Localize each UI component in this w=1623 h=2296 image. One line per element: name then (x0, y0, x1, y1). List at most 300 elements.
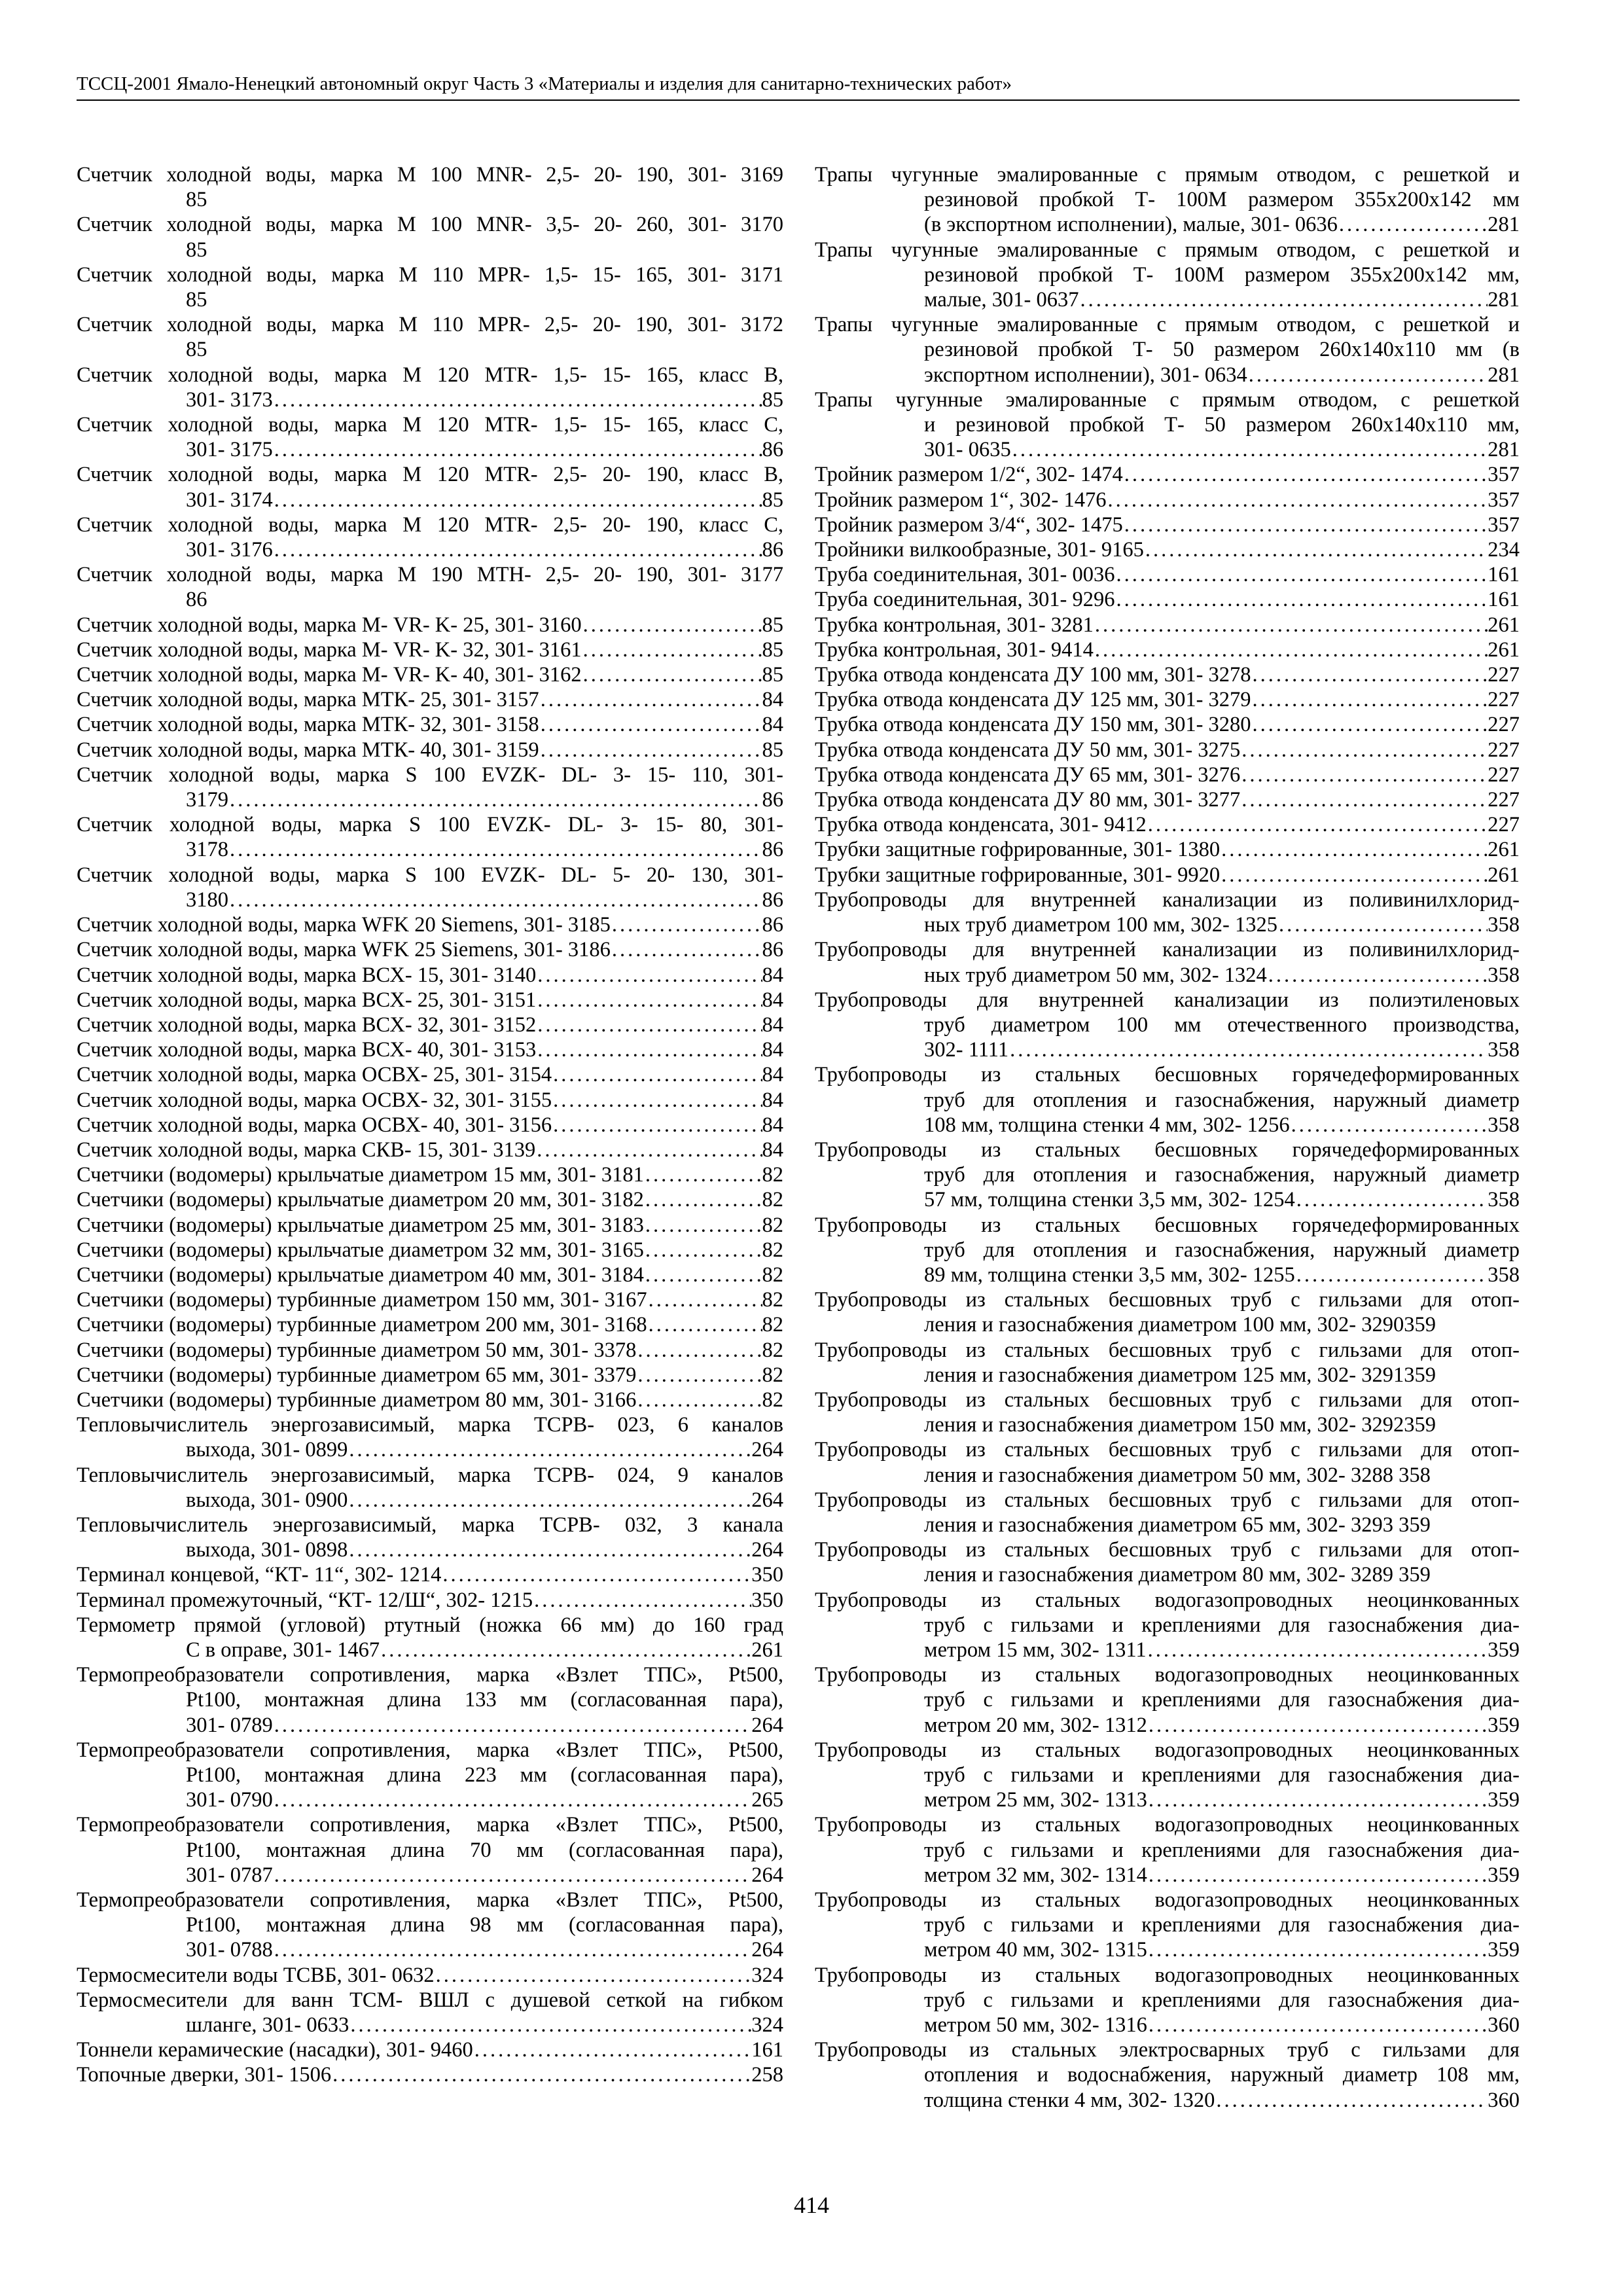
index-entry-text-line: 302- 1111 (924, 1038, 1009, 1062)
index-entry-page: 86 (186, 588, 207, 612)
dot-leader (1106, 488, 1488, 512)
index-entry (77, 262, 783, 312)
index-entry (77, 1388, 783, 1412)
index-entry-page: 359 (1488, 1938, 1520, 1962)
dot-leader (348, 1537, 751, 1562)
index-entry (77, 1162, 783, 1187)
index-entry-text-line: Термометр прямой (угловой) ртутный (ножка 66 мм) до 160 град (77, 1613, 783, 1637)
index-entry-page: 86 (762, 888, 783, 912)
index-entry (77, 1187, 783, 1212)
dot-leader (582, 613, 762, 637)
index-entry-text-line: выхода, 301- 0898 (186, 1538, 348, 1562)
index-entry-text-line: Счетчик холодной воды, марка МТК- 40, 301- 3159 (77, 738, 539, 762)
index-entry-text-line: Тройник размером 1/2“, 302- 1474 (815, 463, 1123, 487)
index-entry-text-line: Трапы чугунные эмалированные с прямым отводом, с решеткой и (815, 163, 1520, 187)
index-entry-text-line: труб диаметром 100 мм отечественного производства, (924, 1013, 1520, 1037)
index-entry-text-line: метром 15 мм, 302- 1311 (924, 1638, 1147, 1662)
index-entry-text-line: и резиновой пробкой Т- 50 размером 260x140x110 мм, (924, 413, 1520, 437)
index-entry-text-line: Счетчик холодной воды, марка WFK 20 Siemens, 301- 3185 (77, 913, 611, 937)
index-entry-page: 86 (762, 938, 783, 962)
index-entry (77, 1213, 783, 1238)
dot-leader (1011, 437, 1488, 462)
index-entry-page: 86 (762, 438, 783, 462)
index-entry-text-line: Тройник размером 1“, 302- 1476 (815, 488, 1107, 512)
index-entry-text-line: Счетчик холодной воды, марка ОСВХ- 40, 301- 3156 (77, 1113, 552, 1137)
index-entry-text-line: Терминал концевой, “КТ- 11“, 302- 1214 (77, 1563, 442, 1587)
dot-leader (1240, 787, 1488, 812)
dot-leader (636, 1338, 762, 1363)
index-entry-page: 86 (762, 788, 783, 812)
index-entry-text-line: ных труб диаметром 50 мм, 302- 1324 (924, 963, 1267, 987)
index-entry (77, 662, 783, 687)
index-entry-text-line: 301- 0787 (186, 1863, 273, 1887)
dot-leader (535, 1138, 762, 1162)
dot-leader (441, 1562, 751, 1587)
index-entry (77, 1738, 783, 1813)
index-entry-text-line: Трубопроводы из стальных водогазопроводных неоцинкованных (815, 1663, 1520, 1687)
index-entry-text-line: Трубопроводы для внутренней канализации из поливинилхлорид- (815, 938, 1520, 962)
index-entry (815, 837, 1520, 862)
index-entry-page: 84 (762, 1038, 783, 1062)
index-entry-page: 84 (762, 1013, 783, 1037)
index-entry (77, 1963, 783, 1988)
index-entry-page: 86 (762, 913, 783, 937)
dot-leader (1147, 1713, 1488, 1738)
index-entry-text-line: Счетчик холодной воды, марка М 120 MTR- 2,5- 20- 190, класс С, (77, 512, 783, 537)
index-entry-page: 281 (1488, 363, 1520, 387)
dot-leader (611, 912, 762, 937)
dot-leader (1251, 662, 1488, 687)
dot-leader (273, 537, 762, 562)
index-entry-page: 227 (1488, 788, 1520, 812)
index-entry (815, 613, 1520, 637)
index-entry-page: 265 (751, 1788, 783, 1812)
index-entry-page: 261 (1488, 838, 1520, 862)
index-entry-text-line: Тепловычислитель энергозависимый, марка ТСРВ- 024, 9 каналов (77, 1463, 783, 1487)
index-entry (77, 1588, 783, 1613)
index-entry (77, 1287, 783, 1312)
dot-leader (349, 2013, 751, 2037)
index-entry-text-line: Счетчики (водомеры) крыльчатые диаметром 20 мм, 301- 3182 (77, 1188, 644, 1212)
index-entry (77, 1812, 783, 1888)
index-entry-page: 258 (751, 2063, 783, 2087)
index-entry-text-line: Счетчик холодной воды, марка WFK 25 Siemens, 301- 3186 (77, 938, 611, 962)
index-entry-page: 227 (1488, 738, 1520, 762)
index-entry-text-line: Термопреобразователи сопротивления, марка «Взлет ТПС», Pt500, (77, 1813, 783, 1837)
index-entry-text-line: Счетчик холодной воды, марка ВСХ- 15, 301- 3140 (77, 963, 537, 987)
index-entry-page: 82 (762, 1288, 783, 1312)
index-entry-page: 84 (762, 688, 783, 712)
dot-leader (348, 1437, 751, 1462)
index-entry-text-line: Счетчик холодной воды, марка МТК- 25, 301- 3157 (77, 688, 539, 712)
index-entry-text-line: Трубопроводы из стальных бесшовных труб с гильзами для отоп- (815, 1438, 1520, 1462)
dot-leader (539, 738, 762, 762)
index-entry (77, 1338, 783, 1363)
dot-leader (644, 1238, 762, 1263)
index-entry-page: 350 (751, 1563, 783, 1587)
index-entry (815, 1437, 1520, 1487)
dot-leader (1251, 712, 1488, 737)
index-entry (815, 1488, 1520, 1537)
index-entry (815, 787, 1520, 812)
index-entry (815, 1338, 1520, 1388)
index-entry (77, 863, 783, 912)
index-entry-text-line: выхода, 301- 0899 (186, 1438, 348, 1462)
index-entry-text-line: Счетчики (водомеры) крыльчатые диаметром 25 мм, 301- 3183 (77, 1213, 644, 1237)
index-entry-text-line: труб с гильзами и креплениями для газоснабжения диа- (924, 1838, 1520, 1862)
dot-leader (228, 787, 762, 812)
index-entry-page: 358 (1488, 1038, 1520, 1062)
dot-leader (348, 1488, 751, 1513)
index-entry-page: 234 (1488, 538, 1520, 562)
dot-leader (1094, 637, 1488, 662)
index-entry (77, 562, 783, 612)
index-entry-text-line: ления и газоснабжения диаметром 80 мм, 302- 3289 359 (924, 1563, 1431, 1587)
dot-leader (552, 1113, 762, 1138)
dot-leader (273, 437, 762, 462)
index-entry-text-line: Счетчик холодной воды, марка ВСХ- 40, 301- 3153 (77, 1038, 537, 1062)
index-entry-text-line: труб с гильзами и креплениями для газоснабжения диа- (924, 1763, 1520, 1787)
index-entry-page: 358 (1488, 1188, 1520, 1212)
dot-leader (1215, 2088, 1488, 2113)
index-entry (77, 1062, 783, 1087)
dot-leader (647, 1312, 762, 1337)
index-entry-page: 84 (762, 963, 783, 987)
index-entry (815, 1738, 1520, 1813)
index-entry (77, 1513, 783, 1562)
index-entry-page: 82 (762, 1263, 783, 1287)
index-entry-page: 84 (762, 988, 783, 1012)
index-entry-text-line: малые, 301- 0637 (924, 288, 1079, 312)
index-entry-page: 261 (1488, 863, 1520, 887)
index-entry-text-line: толщина стенки 4 мм, 302- 1320 (924, 2088, 1215, 2112)
index-entry (815, 562, 1520, 587)
dot-leader (1115, 587, 1488, 612)
index-entry-text-line: Счетчик холодной воды, марка М 120 MTR- 1,5- 15- 165, класс В, (77, 363, 783, 387)
index-entry-page: 358 (1488, 963, 1520, 987)
index-entry-page: 84 (762, 713, 783, 737)
index-entry-text-line: Счетчик холодной воды, марка S 100 EVZK- DL- 5- 20- 130, 301- (77, 863, 783, 887)
index-entry-text-line: Счетчик холодной воды, марка М 110 MPR- 2,5- 20- 190, 301- 3172 (77, 313, 783, 337)
index-entry-text-line: метром 32 мм, 302- 1314 (924, 1863, 1147, 1887)
index-entry (77, 738, 783, 762)
dot-leader (582, 662, 762, 687)
index-entry-page: 82 (762, 1188, 783, 1212)
index-entry-text-line: Трубка отвода конденсата ДУ 50 мм, 301- 3275 (815, 738, 1241, 762)
index-entry (77, 162, 783, 212)
index-entry-page: 264 (751, 1938, 783, 1962)
index-entry-page: 84 (762, 1113, 783, 1137)
index-entry (815, 238, 1520, 313)
index-entry-text-line: шланге, 301- 0633 (186, 2013, 349, 2037)
index-entry-text-line: Счетчик холодной воды, марка S 100 EVZK- DL- 3- 15- 80, 301- (77, 813, 783, 837)
index-entry (815, 738, 1520, 762)
dot-leader (536, 1013, 762, 1037)
index-entry-page: 358 (1488, 913, 1520, 937)
index-entry-text-line: Трапы чугунные эмалированные с прямым отводом, с решеткой и (815, 313, 1520, 337)
index-entry (815, 1287, 1520, 1337)
index-entry-text-line: Трубопроводы из стальных водогазопроводных неоцинкованных (815, 1588, 1520, 1612)
index-entry-text-line: метром 25 мм, 302- 1313 (924, 1788, 1147, 1812)
index-entry (815, 537, 1520, 562)
dot-leader (1267, 963, 1488, 988)
index-entry-text-line: С в оправе, 301- 1467 (186, 1638, 380, 1662)
dot-leader (273, 488, 762, 512)
index-entry-page: 358 (1488, 1113, 1520, 1137)
dot-leader (536, 988, 762, 1013)
dot-leader (582, 637, 762, 662)
index-entry (77, 1363, 783, 1388)
index-entry-text-line: ления и газоснабжения диаметром 125 мм, 302- 3291359 (924, 1363, 1436, 1387)
index-entry-text-line: Тройник размером 3/4“, 302- 1475 (815, 512, 1123, 537)
index-entry-page: 84 (762, 1063, 783, 1087)
index-entry-text-line: Труба соединительная, 301- 9296 (815, 588, 1115, 612)
index-entry-text-line: ления и газоснабжения диаметром 65 мм, 302- 3293 359 (924, 1513, 1431, 1537)
index-entry-page: 359 (1488, 1713, 1520, 1737)
index-entry-page: 82 (762, 1213, 783, 1237)
index-entry (815, 1588, 1520, 1663)
index-entry (77, 1138, 783, 1162)
index-entry-page: 85 (762, 387, 783, 412)
index-entry-page: 227 (1488, 813, 1520, 837)
index-entry-text-line: Счетчик холодной воды, марка СКВ- 15, 301- 3139 (77, 1138, 536, 1162)
index-entry (77, 1312, 783, 1337)
dot-leader (552, 1088, 762, 1113)
index-entry-text-line: Pt100, монтажная длина 223 мм (согласованная пара), (186, 1763, 783, 1787)
index-entry (815, 637, 1520, 662)
index-entry (815, 387, 1520, 463)
index-entry (815, 863, 1520, 888)
index-entry (815, 1662, 1520, 1738)
index-entry (815, 1138, 1520, 1213)
index-entry-text-line: 301- 0788 (186, 1938, 273, 1962)
running-header: ТССЦ-2001 Ямало-Ненецкий автономный округ Часть 3 «Материалы и изделия для санитарно-технических работ» (77, 71, 1520, 101)
index-entry (815, 2037, 1520, 2113)
index-entry (815, 512, 1520, 537)
index-entry-text-line: Трубопроводы из стальных бесшовных труб с гильзами для отоп- (815, 1388, 1520, 1412)
index-entry-text-line: Труба соединительная, 301- 0036 (815, 563, 1115, 587)
index-entry-page: 85 (762, 637, 783, 662)
index-entry (77, 988, 783, 1013)
index-entry-page: 358 (1488, 1263, 1520, 1287)
index-entry-page: 264 (751, 1488, 783, 1512)
index-entry (77, 812, 783, 862)
dot-leader (539, 712, 762, 737)
dot-leader (228, 888, 762, 912)
index-entry (77, 1013, 783, 1037)
dot-leader (1123, 512, 1488, 537)
index-entry-page: 85 (762, 613, 783, 637)
index-entry-text-line: Счетчик холодной воды, марка ОСВХ- 25, 301- 3154 (77, 1063, 552, 1087)
index-entry-text-line: 301- 0789 (186, 1713, 273, 1737)
index-entry (815, 1213, 1520, 1288)
dot-leader (611, 937, 762, 962)
index-entry-text-line: Счетчики (водомеры) крыльчатые диаметром 15 мм, 301- 3181 (77, 1163, 644, 1187)
index-entry-text-line: Термосмесители воды ТСВБ, 301- 0632 (77, 1963, 435, 1987)
dot-leader (1240, 762, 1488, 787)
index-entry-page: 360 (1488, 2013, 1520, 2037)
index-entry-text-line: Счетчик холодной воды, марка М- VR- K- 32, 301- 3161 (77, 637, 582, 662)
index-entry-text-line: Счетчики (водомеры) крыльчатые диаметром 32 мм, 301- 3165 (77, 1238, 644, 1262)
index-entry-page: 227 (1488, 713, 1520, 737)
index-entry-text-line: 3179 (186, 788, 228, 812)
dot-leader (552, 1062, 762, 1087)
index-entry-page: 264 (751, 1438, 783, 1462)
index-entry-text-line: Счетчики (водомеры) турбинные диаметром 80 мм, 301- 3166 (77, 1388, 637, 1412)
dot-leader (644, 1162, 762, 1187)
index-entry-page: 82 (762, 1363, 783, 1387)
index-entry-page: 360 (1488, 2088, 1520, 2112)
dot-leader (273, 1863, 752, 1888)
index-entry-text-line: Тройники вилкообразные, 301- 9165 (815, 538, 1144, 562)
index-entry-text-line: Счетчик холодной воды, марка ОСВХ- 32, 301- 3155 (77, 1088, 552, 1112)
index-entry-text-line: ления и газоснабжения диаметром 100 мм, 302- 3290359 (924, 1313, 1436, 1337)
index-entry (77, 712, 783, 737)
index-entry-text-line: Трубка отвода конденсата, 301- 9412 (815, 813, 1147, 837)
dot-leader (1251, 687, 1488, 712)
index-entry-text-line: 301- 3174 (186, 488, 273, 512)
index-entry-text-line: Трубопроводы из стальных бесшовных горячедеформированных (815, 1063, 1520, 1087)
index-entry-text-line: Трубопроводы для внутренней канализации из поливинилхлорид- (815, 888, 1520, 912)
index-entry-text-line: Топочные дверки, 301- 1506 (77, 2063, 332, 2087)
index-entry-text-line: экспортном исполнении), 301- 0634 (924, 363, 1247, 387)
index-entry-text-line: резиновой пробкой Т- 50 размером 260x140x110 мм (в (924, 338, 1520, 362)
index-entry-text-line: 301- 3173 (186, 387, 273, 412)
index-entry-page: 85 (186, 288, 207, 312)
index-entry-text-line: Тепловычислитель энергозависимый, марка ТСРВ- 023, 6 каналов (77, 1413, 783, 1437)
index-entry-text-line: Трубка отвода конденсата ДУ 65 мм, 301- 3276 (815, 762, 1241, 787)
dot-leader (1008, 1037, 1488, 1062)
dot-leader (273, 1937, 752, 1962)
index-entry (815, 712, 1520, 737)
index-entry-text-line: 57 мм, толщина стенки 3,5 мм, 302- 1254 (924, 1188, 1295, 1212)
index-entry-text-line: ления и газоснабжения диаметром 150 мм, 302- 3292359 (924, 1413, 1436, 1437)
index-entry (77, 1888, 783, 1963)
index-entry (815, 988, 1520, 1063)
index-entry-text-line: Терминал промежуточный, “КТ- 12/Ш“, 302- 1215 (77, 1588, 533, 1612)
dot-leader (1147, 812, 1488, 837)
index-entry (815, 462, 1520, 487)
index-entry-text-line: Термосмесители для ванн ТСМ- ВШЛ с душевой сеткой на гибком (77, 1988, 783, 2012)
index-entry (815, 762, 1520, 787)
index-entry-text-line: Pt100, монтажная длина 133 мм (согласованная пара), (186, 1688, 783, 1712)
index-entry-page: 357 (1488, 488, 1520, 512)
index-entry (815, 1888, 1520, 1963)
index-entry-page: 85 (186, 338, 207, 362)
index-entry (815, 488, 1520, 512)
dot-leader (473, 2037, 751, 2062)
index-entry-page: 82 (762, 1163, 783, 1187)
dot-leader (1123, 462, 1488, 487)
index-entry-text-line: Счетчики (водомеры) турбинные диаметром 65 мм, 301- 3379 (77, 1363, 637, 1387)
index-entry (77, 1662, 783, 1738)
index-entry-text-line: метром 50 мм, 302- 1316 (924, 2013, 1147, 2037)
dot-leader (273, 1713, 752, 1738)
index-entry-text-line: Трубопроводы из стальных водогазопроводных неоцинкованных (815, 1888, 1520, 1912)
index-entry-text-line: Счетчик холодной воды, марка М 120 MTR- 2,5- 20- 190, класс В, (77, 463, 783, 487)
index-entry-page: 227 (1488, 688, 1520, 712)
index-entry-text-line: Счетчик холодной воды, марка М 110 MPR- 1,5- 15- 165, 301- 3171 (77, 262, 783, 287)
dot-leader (1247, 363, 1488, 387)
index-entry-text-line: 3178 (186, 838, 228, 862)
index-entry-text-line: (в экспортном исполнении), малые, 301- 0636 (924, 213, 1338, 237)
dot-leader (1290, 1113, 1488, 1138)
index-entry-text-line: Счетчик холодной воды, марка S 100 EVZK- DL- 3- 15- 110, 301- (77, 762, 783, 787)
index-entry-text-line: Трубка отвода конденсата ДУ 150 мм, 301- 3280 (815, 713, 1251, 737)
index-entry-page: 85 (186, 188, 207, 212)
index-entry-page: 350 (751, 1588, 783, 1612)
index-entry-page: 85 (762, 488, 783, 512)
index-entry-page: 84 (762, 1138, 783, 1162)
index-entry-text-line: 89 мм, толщина стенки 3,5 мм, 302- 1255 (924, 1263, 1295, 1287)
dot-leader (273, 1787, 752, 1812)
index-entry-text-line: Трубопроводы из стальных бесшовных труб с гильзами для отоп- (815, 1338, 1520, 1362)
index-entry-text-line: Трубопроводы из стальных бесшовных горячедеформированных (815, 1213, 1520, 1237)
index-entry-text-line: Трапы чугунные эмалированные с прямым отводом, с решеткой и (815, 238, 1520, 262)
index-entry-text-line: Счетчики (водомеры) крыльчатые диаметром 40 мм, 301- 3184 (77, 1263, 644, 1287)
index-entry (77, 937, 783, 962)
index-entry (77, 1263, 783, 1287)
dot-leader (539, 687, 762, 712)
index-entry-page: 261 (1488, 613, 1520, 637)
index-entry (815, 587, 1520, 612)
index-entry-text-line: Термопреобразователи сопротивления, марка «Взлет ТПС», Pt500, (77, 1738, 783, 1762)
index-entry-text-line: Счетчики (водомеры) турбинные диаметром 150 мм, 301- 3167 (77, 1288, 647, 1312)
index-entry-text-line: Трубопроводы из стальных бесшовных труб с гильзами для отоп- (815, 1538, 1520, 1562)
dot-leader (1277, 912, 1488, 937)
dot-leader (1147, 1937, 1488, 1962)
index-entry-page: 161 (1488, 588, 1520, 612)
index-entry-text-line: Трубопроводы из стальных водогазопроводных неоцинкованных (815, 1738, 1520, 1762)
index-entry-text-line: труб с гильзами и креплениями для газоснабжения диа- (924, 1988, 1520, 2012)
index-entry-text-line: 301- 0790 (186, 1788, 273, 1812)
index-entry-text-line: труб с гильзами и креплениями для газоснабжения диа- (924, 1913, 1520, 1937)
index-entry-text-line: Pt100, монтажная длина 98 мм (согласованная пара), (186, 1913, 783, 1937)
index-entry-text-line: труб с гильзами и креплениями для газоснабжения диа- (924, 1688, 1520, 1712)
index-entry (815, 1963, 1520, 2038)
dot-leader (647, 1287, 762, 1312)
index-entry (815, 937, 1520, 987)
index-entry-page: 357 (1488, 463, 1520, 487)
index-entry (77, 912, 783, 937)
dot-leader (1079, 287, 1488, 312)
index-entry-page: 324 (751, 2013, 783, 2037)
index-entry-text-line: Трубки защитные гофрированные, 301- 9920 (815, 863, 1221, 887)
dot-leader (1240, 738, 1488, 762)
index-entry-text-line: Трубопроводы из стальных электросварных труб с гильзами для (815, 2038, 1520, 2062)
index-entry (815, 662, 1520, 687)
index-entry-text-line: труб для отопления и газоснабжения, наружный диаметр (924, 1088, 1520, 1112)
index-entry-text-line: Счетчик холодной воды, марка МТК- 32, 301- 3158 (77, 713, 539, 737)
index-entry-text-line: метром 20 мм, 302- 1312 (924, 1713, 1147, 1737)
index-entry (815, 312, 1520, 387)
index-entry (815, 1537, 1520, 1587)
dot-leader (1220, 863, 1488, 888)
index-entry-page: 82 (762, 1238, 783, 1262)
index-entry (815, 812, 1520, 837)
index-entry (77, 363, 783, 412)
index-entry-text-line: Счетчики (водомеры) турбинные диаметром 50 мм, 301- 3378 (77, 1338, 637, 1362)
index-entry (77, 1613, 783, 1662)
index-entry-page: 359 (1488, 1788, 1520, 1812)
index-entry-page: 85 (762, 663, 783, 687)
index-entry-page: 82 (762, 1338, 783, 1362)
dot-leader (1295, 1187, 1488, 1212)
dot-leader (380, 1638, 751, 1662)
dot-leader (1147, 1638, 1488, 1662)
dot-leader (533, 1588, 751, 1613)
index-entry-text-line: Счетчик холодной воды, марка М 190 MTH- 2,5- 20- 190, 301- 3177 (77, 563, 783, 587)
